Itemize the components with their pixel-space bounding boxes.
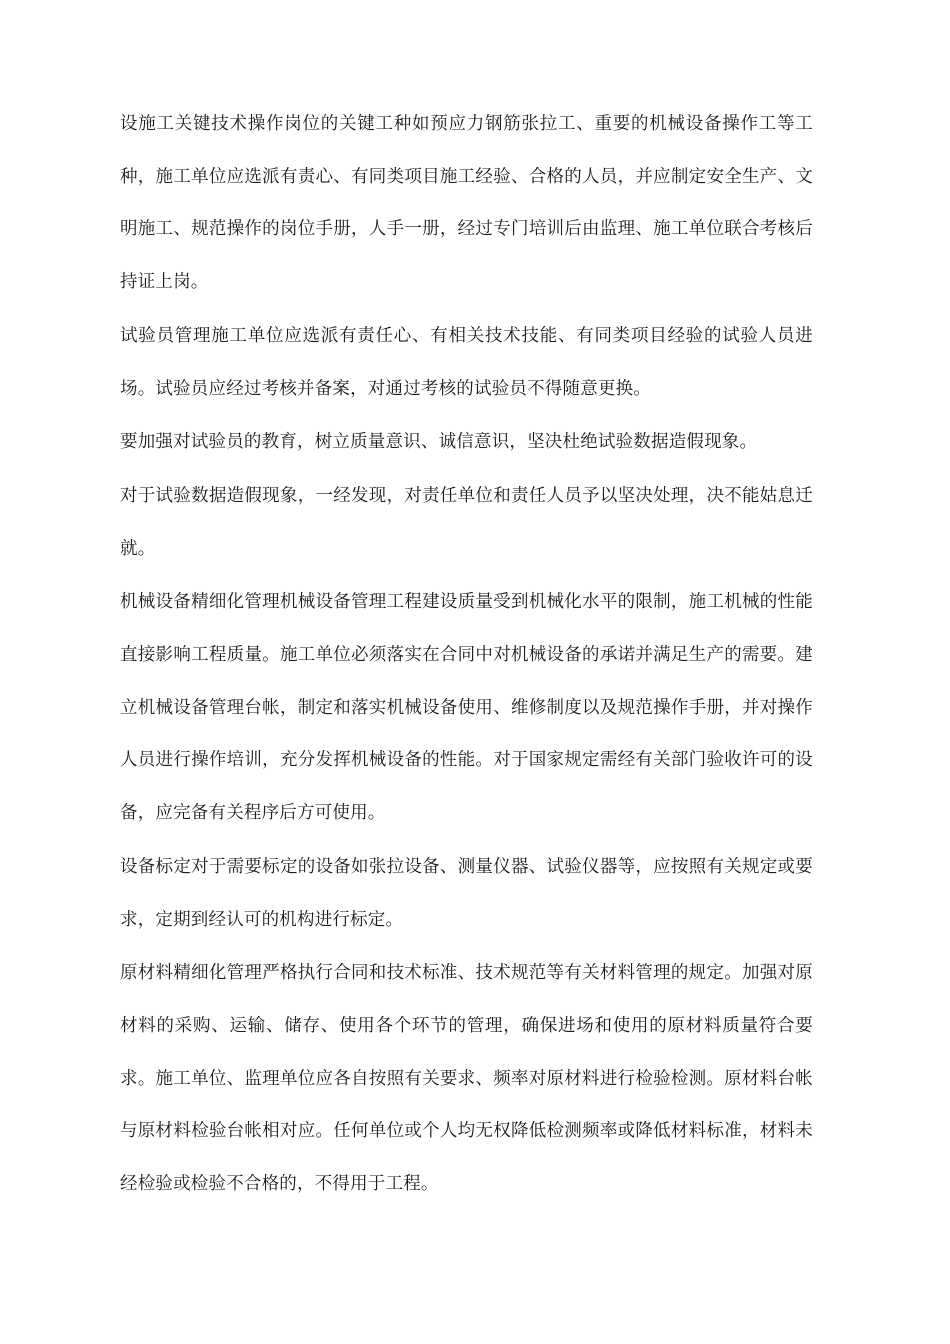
paragraph-equipment-calibration: 设备标定对于需要标定的设备如张拉设备、测量仪器、试验仪器等，应按照有关规定或要求，定期到经认可的机构进行标定。 <box>120 856 813 930</box>
document-body <box>120 98 813 1212</box>
paragraph-data-fraud-handling: 对于试验数据造假现象，一经发现，对责任单位和责任人员予以坚决处理，决不能姑息迁就。 <box>120 485 813 559</box>
paragraph-tester-management: 试验员管理施工单位应选派有责任心、有相关技术技能、有同类项目经验的试验人员进场。试验员应经过考核并备案，对通过考核的试验员不得随意更换。 <box>120 325 813 399</box>
paragraph-key-operator-positions: 设施工关键技术操作岗位的关键工种如预应力钢筋张拉工、重要的机械设备操作工等工种，施工单位应选派有责心、有同类项目施工经验、合格的人员，并应制定安全生产、文明施工、规范操作的岗位手册，人手一册，经过专门培训后由监理、施工单位联合考核后持证上岗。 <box>120 114 813 293</box>
paragraph-equipment-management: 机械设备精细化管理机械设备管理工程建设质量受到机械化水平的限制，施工机械的性能直接影响工程质量。施工单位必须落实在合同中对机械设备的承诺并满足生产的需要。建立机械设备管理台帐，制定和落实机械设备使用、维修制度以及规范操作手册，并对操作人员进行操作培训，充分发挥机械设备的性能。对于国家规定需经有关部门验收许可的设备，应完备有关程序后方可使用。 <box>120 592 813 824</box>
paragraph-tester-education: 要加强对试验员的教育，树立质量意识、诚信意识，坚决杜绝试验数据造假现象。 <box>120 432 758 453</box>
paragraph-raw-material-management: 原材料精细化管理严格执行合同和技术标准、技术规范等有关材料管理的规定。加强对原材料的采购、运输、储存、使用各个环节的管理，确保进场和使用的原材料质量符合要求。施工单位、监理单位应各自按照有关要求、频率对原材料进行检验检测。原材料台帐与原材料检验台帐相对应。任何单位或个人均无权降低检测频率或降低材料标准，材料未经检验或检验不合格的，不得用于工程。 <box>120 963 813 1195</box>
